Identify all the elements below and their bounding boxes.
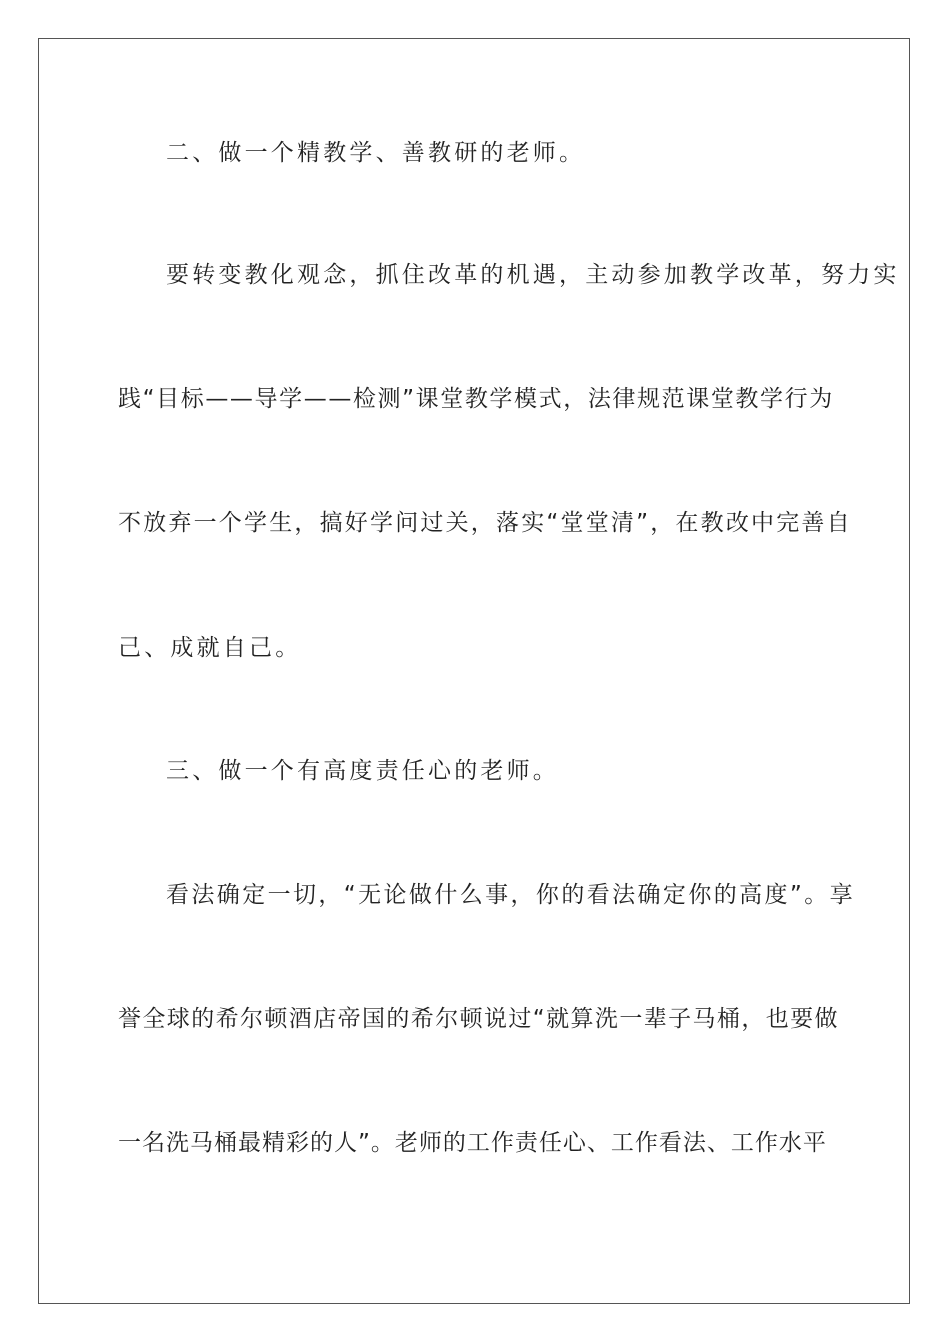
paragraph-line: 要转变教化观念，抓住改革的机遇，主动参加教学改革，努力实 xyxy=(166,262,900,288)
section-heading-2: 二、做一个精教学、善教研的老师。 xyxy=(166,140,586,166)
section-heading-3: 三、做一个有高度责任心的老师。 xyxy=(166,758,559,784)
paragraph-line: 不放弃一个学生，搞好学问过关，落实“堂堂清”，在教改中完善自 xyxy=(118,510,852,536)
paragraph-line: 看法确定一切，“无论做什么事，你的看法确定你的高度”。享 xyxy=(166,882,856,908)
paragraph-line: 己、成就自己。 xyxy=(118,635,302,661)
page-border xyxy=(38,38,910,1304)
paragraph-line: 誉全球的希尔顿酒店帝国的希尔顿说过“就算洗一辈子马桶，也要做 xyxy=(118,1006,839,1032)
paragraph-line: 一名洗马桶最精彩的人”。老师的工作责任心、工作看法、工作水平 xyxy=(118,1130,827,1156)
paragraph-line: 践“目标——导学——检测”课堂教学模式，法律规范课堂教学行为 xyxy=(118,386,834,412)
